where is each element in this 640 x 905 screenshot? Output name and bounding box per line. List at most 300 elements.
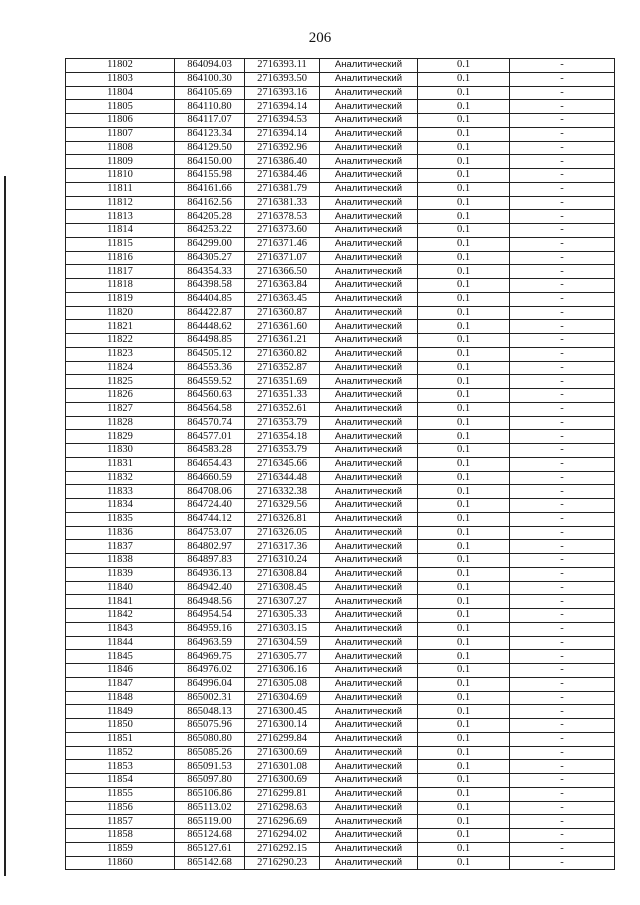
x-coordinate-cell: 864422.87 xyxy=(175,306,245,320)
note-cell: - xyxy=(510,540,615,554)
note-cell: - xyxy=(510,265,615,279)
table-row xyxy=(66,224,615,238)
precision-cell: 0.1 xyxy=(418,196,510,210)
note-cell: - xyxy=(510,320,615,334)
precision-cell: 0.1 xyxy=(418,444,510,458)
precision-cell: 0.1 xyxy=(418,691,510,705)
table-row xyxy=(66,347,615,361)
method-cell: Аналитический xyxy=(320,526,418,540)
table-row xyxy=(66,86,615,100)
point-number-cell: 11859 xyxy=(66,842,175,856)
point-number-cell: 11850 xyxy=(66,719,175,733)
table-row xyxy=(66,595,615,609)
method-cell: Аналитический xyxy=(320,320,418,334)
method-cell: Аналитический xyxy=(320,609,418,623)
table-row xyxy=(66,622,615,636)
x-coordinate-cell: 864959.16 xyxy=(175,622,245,636)
table-row xyxy=(66,540,615,554)
note-cell: - xyxy=(510,732,615,746)
note-cell: - xyxy=(510,72,615,86)
method-cell: Аналитический xyxy=(320,732,418,746)
note-cell: - xyxy=(510,430,615,444)
y-coordinate-cell: 2716300.14 xyxy=(245,719,320,733)
y-coordinate-cell: 2716326.05 xyxy=(245,526,320,540)
table-row xyxy=(66,526,615,540)
precision-cell: 0.1 xyxy=(418,540,510,554)
y-coordinate-cell: 2716394.53 xyxy=(245,114,320,128)
x-coordinate-cell: 865119.00 xyxy=(175,815,245,829)
y-coordinate-cell: 2716361.60 xyxy=(245,320,320,334)
point-number-cell: 11821 xyxy=(66,320,175,334)
table-row xyxy=(66,292,615,306)
note-cell: - xyxy=(510,485,615,499)
note-cell: - xyxy=(510,774,615,788)
y-coordinate-cell: 2716373.60 xyxy=(245,224,320,238)
method-cell: Аналитический xyxy=(320,581,418,595)
note-cell: - xyxy=(510,155,615,169)
point-number-cell: 11819 xyxy=(66,292,175,306)
note-cell: - xyxy=(510,664,615,678)
method-cell: Аналитический xyxy=(320,856,418,870)
point-number-cell: 11832 xyxy=(66,471,175,485)
y-coordinate-cell: 2716307.27 xyxy=(245,595,320,609)
x-coordinate-cell: 865113.02 xyxy=(175,801,245,815)
note-cell: - xyxy=(510,210,615,224)
y-coordinate-cell: 2716290.23 xyxy=(245,856,320,870)
x-coordinate-cell: 865075.96 xyxy=(175,719,245,733)
x-coordinate-cell: 864583.28 xyxy=(175,444,245,458)
y-coordinate-cell: 2716308.84 xyxy=(245,567,320,581)
method-cell: Аналитический xyxy=(320,169,418,183)
note-cell: - xyxy=(510,114,615,128)
point-number-cell: 11837 xyxy=(66,540,175,554)
x-coordinate-cell: 864897.83 xyxy=(175,554,245,568)
point-number-cell: 11849 xyxy=(66,705,175,719)
x-coordinate-cell: 864553.36 xyxy=(175,361,245,375)
point-number-cell: 11805 xyxy=(66,100,175,114)
table-row xyxy=(66,787,615,801)
y-coordinate-cell: 2716305.33 xyxy=(245,609,320,623)
point-number-cell: 11841 xyxy=(66,595,175,609)
y-coordinate-cell: 2716378.53 xyxy=(245,210,320,224)
point-number-cell: 11827 xyxy=(66,402,175,416)
note-cell: - xyxy=(510,499,615,513)
table-row xyxy=(66,361,615,375)
table-row xyxy=(66,251,615,265)
note-cell: - xyxy=(510,554,615,568)
table-row xyxy=(66,719,615,733)
precision-cell: 0.1 xyxy=(418,430,510,444)
point-number-cell: 11842 xyxy=(66,609,175,623)
table-row xyxy=(66,664,615,678)
precision-cell: 0.1 xyxy=(418,622,510,636)
method-cell: Аналитический xyxy=(320,471,418,485)
method-cell: Аналитический xyxy=(320,691,418,705)
table-row xyxy=(66,554,615,568)
table-row xyxy=(66,691,615,705)
note-cell: - xyxy=(510,347,615,361)
x-coordinate-cell: 865127.61 xyxy=(175,842,245,856)
point-number-cell: 11823 xyxy=(66,347,175,361)
precision-cell: 0.1 xyxy=(418,86,510,100)
x-coordinate-cell: 864155.98 xyxy=(175,169,245,183)
table-row xyxy=(66,265,615,279)
precision-cell: 0.1 xyxy=(418,292,510,306)
note-cell: - xyxy=(510,719,615,733)
method-cell: Аналитический xyxy=(320,842,418,856)
y-coordinate-cell: 2716394.14 xyxy=(245,127,320,141)
note-cell: - xyxy=(510,306,615,320)
table-row xyxy=(66,801,615,815)
table-row xyxy=(66,389,615,403)
table-row xyxy=(66,567,615,581)
y-coordinate-cell: 2716351.33 xyxy=(245,389,320,403)
y-coordinate-cell: 2716296.69 xyxy=(245,815,320,829)
note-cell: - xyxy=(510,650,615,664)
note-cell: - xyxy=(510,471,615,485)
point-number-cell: 11803 xyxy=(66,72,175,86)
method-cell: Аналитический xyxy=(320,265,418,279)
table-row xyxy=(66,774,615,788)
y-coordinate-cell: 2716317.36 xyxy=(245,540,320,554)
point-number-cell: 11814 xyxy=(66,224,175,238)
note-cell: - xyxy=(510,567,615,581)
precision-cell: 0.1 xyxy=(418,237,510,251)
table-row xyxy=(66,416,615,430)
method-cell: Аналитический xyxy=(320,306,418,320)
method-cell: Аналитический xyxy=(320,402,418,416)
note-cell: - xyxy=(510,182,615,196)
note-cell: - xyxy=(510,677,615,691)
point-number-cell: 11804 xyxy=(66,86,175,100)
note-cell: - xyxy=(510,224,615,238)
y-coordinate-cell: 2716353.79 xyxy=(245,444,320,458)
x-coordinate-cell: 864936.13 xyxy=(175,567,245,581)
point-number-cell: 11822 xyxy=(66,334,175,348)
x-coordinate-cell: 865124.68 xyxy=(175,829,245,843)
note-cell: - xyxy=(510,127,615,141)
note-cell: - xyxy=(510,705,615,719)
precision-cell: 0.1 xyxy=(418,251,510,265)
x-coordinate-cell: 864161.66 xyxy=(175,182,245,196)
x-coordinate-cell: 864354.33 xyxy=(175,265,245,279)
y-coordinate-cell: 2716393.16 xyxy=(245,86,320,100)
method-cell: Аналитический xyxy=(320,127,418,141)
x-coordinate-cell: 864448.62 xyxy=(175,320,245,334)
point-number-cell: 11817 xyxy=(66,265,175,279)
note-cell: - xyxy=(510,581,615,595)
table-row xyxy=(66,100,615,114)
point-number-cell: 11811 xyxy=(66,182,175,196)
note-cell: - xyxy=(510,512,615,526)
method-cell: Аналитический xyxy=(320,705,418,719)
table-row xyxy=(66,760,615,774)
precision-cell: 0.1 xyxy=(418,677,510,691)
table-row xyxy=(66,320,615,334)
precision-cell: 0.1 xyxy=(418,389,510,403)
margin-bar xyxy=(4,176,6,876)
precision-cell: 0.1 xyxy=(418,829,510,843)
note-cell: - xyxy=(510,746,615,760)
y-coordinate-cell: 2716326.81 xyxy=(245,512,320,526)
x-coordinate-cell: 865091.53 xyxy=(175,760,245,774)
point-number-cell: 11825 xyxy=(66,375,175,389)
precision-cell: 0.1 xyxy=(418,650,510,664)
point-number-cell: 11833 xyxy=(66,485,175,499)
precision-cell: 0.1 xyxy=(418,320,510,334)
y-coordinate-cell: 2716305.08 xyxy=(245,677,320,691)
precision-cell: 0.1 xyxy=(418,224,510,238)
method-cell: Аналитический xyxy=(320,499,418,513)
point-number-cell: 11816 xyxy=(66,251,175,265)
x-coordinate-cell: 864105.69 xyxy=(175,86,245,100)
precision-cell: 0.1 xyxy=(418,100,510,114)
y-coordinate-cell: 2716332.38 xyxy=(245,485,320,499)
note-cell: - xyxy=(510,787,615,801)
note-cell: - xyxy=(510,86,615,100)
precision-cell: 0.1 xyxy=(418,72,510,86)
precision-cell: 0.1 xyxy=(418,347,510,361)
note-cell: - xyxy=(510,801,615,815)
x-coordinate-cell: 864976.02 xyxy=(175,664,245,678)
x-coordinate-cell: 865080.80 xyxy=(175,732,245,746)
y-coordinate-cell: 2716299.84 xyxy=(245,732,320,746)
method-cell: Аналитический xyxy=(320,787,418,801)
table-row xyxy=(66,815,615,829)
precision-cell: 0.1 xyxy=(418,636,510,650)
precision-cell: 0.1 xyxy=(418,279,510,293)
y-coordinate-cell: 2716304.69 xyxy=(245,691,320,705)
x-coordinate-cell: 864577.01 xyxy=(175,430,245,444)
y-coordinate-cell: 2716394.14 xyxy=(245,100,320,114)
precision-cell: 0.1 xyxy=(418,471,510,485)
x-coordinate-cell: 864498.85 xyxy=(175,334,245,348)
point-number-cell: 11844 xyxy=(66,636,175,650)
point-number-cell: 11831 xyxy=(66,457,175,471)
y-coordinate-cell: 2716306.16 xyxy=(245,664,320,678)
point-number-cell: 11807 xyxy=(66,127,175,141)
point-number-cell: 11855 xyxy=(66,787,175,801)
point-number-cell: 11838 xyxy=(66,554,175,568)
y-coordinate-cell: 2716301.08 xyxy=(245,760,320,774)
y-coordinate-cell: 2716354.18 xyxy=(245,430,320,444)
table-row xyxy=(66,471,615,485)
method-cell: Аналитический xyxy=(320,279,418,293)
method-cell: Аналитический xyxy=(320,155,418,169)
table-row xyxy=(66,430,615,444)
precision-cell: 0.1 xyxy=(418,746,510,760)
note-cell: - xyxy=(510,815,615,829)
x-coordinate-cell: 864942.40 xyxy=(175,581,245,595)
method-cell: Аналитический xyxy=(320,512,418,526)
precision-cell: 0.1 xyxy=(418,182,510,196)
note-cell: - xyxy=(510,279,615,293)
table-row xyxy=(66,210,615,224)
precision-cell: 0.1 xyxy=(418,375,510,389)
method-cell: Аналитический xyxy=(320,141,418,155)
point-number-cell: 11852 xyxy=(66,746,175,760)
note-cell: - xyxy=(510,389,615,403)
note-cell: - xyxy=(510,375,615,389)
note-cell: - xyxy=(510,622,615,636)
precision-cell: 0.1 xyxy=(418,416,510,430)
point-number-cell: 11846 xyxy=(66,664,175,678)
method-cell: Аналитический xyxy=(320,389,418,403)
table-row xyxy=(66,375,615,389)
method-cell: Аналитический xyxy=(320,334,418,348)
method-cell: Аналитический xyxy=(320,595,418,609)
table-row xyxy=(66,279,615,293)
point-number-cell: 11809 xyxy=(66,155,175,169)
table-row xyxy=(66,127,615,141)
note-cell: - xyxy=(510,595,615,609)
table-row xyxy=(66,485,615,499)
precision-cell: 0.1 xyxy=(418,155,510,169)
table-row xyxy=(66,196,615,210)
method-cell: Аналитический xyxy=(320,237,418,251)
y-coordinate-cell: 2716393.50 xyxy=(245,72,320,86)
precision-cell: 0.1 xyxy=(418,457,510,471)
x-coordinate-cell: 864654.43 xyxy=(175,457,245,471)
table-row xyxy=(66,402,615,416)
y-coordinate-cell: 2716305.77 xyxy=(245,650,320,664)
precision-cell: 0.1 xyxy=(418,499,510,513)
y-coordinate-cell: 2716300.69 xyxy=(245,774,320,788)
method-cell: Аналитический xyxy=(320,677,418,691)
table-row xyxy=(66,499,615,513)
x-coordinate-cell: 864948.56 xyxy=(175,595,245,609)
method-cell: Аналитический xyxy=(320,485,418,499)
point-number-cell: 11847 xyxy=(66,677,175,691)
method-cell: Аналитический xyxy=(320,72,418,86)
x-coordinate-cell: 864129.50 xyxy=(175,141,245,155)
x-coordinate-cell: 864564.58 xyxy=(175,402,245,416)
x-coordinate-cell: 864123.34 xyxy=(175,127,245,141)
method-cell: Аналитический xyxy=(320,774,418,788)
y-coordinate-cell: 2716381.79 xyxy=(245,182,320,196)
x-coordinate-cell: 864305.27 xyxy=(175,251,245,265)
note-cell: - xyxy=(510,237,615,251)
table-row xyxy=(66,59,615,73)
y-coordinate-cell: 2716360.82 xyxy=(245,347,320,361)
note-cell: - xyxy=(510,760,615,774)
x-coordinate-cell: 864117.07 xyxy=(175,114,245,128)
y-coordinate-cell: 2716304.59 xyxy=(245,636,320,650)
precision-cell: 0.1 xyxy=(418,512,510,526)
method-cell: Аналитический xyxy=(320,801,418,815)
y-coordinate-cell: 2716371.46 xyxy=(245,237,320,251)
table-row xyxy=(66,141,615,155)
table-row xyxy=(66,609,615,623)
method-cell: Аналитический xyxy=(320,815,418,829)
precision-cell: 0.1 xyxy=(418,141,510,155)
precision-cell: 0.1 xyxy=(418,485,510,499)
note-cell: - xyxy=(510,457,615,471)
precision-cell: 0.1 xyxy=(418,760,510,774)
x-coordinate-cell: 864404.85 xyxy=(175,292,245,306)
method-cell: Аналитический xyxy=(320,760,418,774)
method-cell: Аналитический xyxy=(320,182,418,196)
x-coordinate-cell: 865085.26 xyxy=(175,746,245,760)
method-cell: Аналитический xyxy=(320,636,418,650)
note-cell: - xyxy=(510,334,615,348)
x-coordinate-cell: 865097.80 xyxy=(175,774,245,788)
x-coordinate-cell: 865002.31 xyxy=(175,691,245,705)
point-number-cell: 11824 xyxy=(66,361,175,375)
method-cell: Аналитический xyxy=(320,86,418,100)
method-cell: Аналитический xyxy=(320,59,418,73)
method-cell: Аналитический xyxy=(320,196,418,210)
x-coordinate-cell: 864299.00 xyxy=(175,237,245,251)
x-coordinate-cell: 864708.06 xyxy=(175,485,245,499)
y-coordinate-cell: 2716300.45 xyxy=(245,705,320,719)
x-coordinate-cell: 864094.03 xyxy=(175,59,245,73)
point-number-cell: 11858 xyxy=(66,829,175,843)
method-cell: Аналитический xyxy=(320,567,418,581)
point-number-cell: 11854 xyxy=(66,774,175,788)
x-coordinate-cell: 864150.00 xyxy=(175,155,245,169)
precision-cell: 0.1 xyxy=(418,815,510,829)
table-row xyxy=(66,512,615,526)
precision-cell: 0.1 xyxy=(418,705,510,719)
method-cell: Аналитический xyxy=(320,114,418,128)
table-row xyxy=(66,650,615,664)
note-cell: - xyxy=(510,100,615,114)
y-coordinate-cell: 2716392.96 xyxy=(245,141,320,155)
y-coordinate-cell: 2716345.66 xyxy=(245,457,320,471)
precision-cell: 0.1 xyxy=(418,554,510,568)
x-coordinate-cell: 864660.59 xyxy=(175,471,245,485)
note-cell: - xyxy=(510,251,615,265)
precision-cell: 0.1 xyxy=(418,402,510,416)
precision-cell: 0.1 xyxy=(418,842,510,856)
table-row xyxy=(66,457,615,471)
x-coordinate-cell: 864205.28 xyxy=(175,210,245,224)
note-cell: - xyxy=(510,691,615,705)
point-number-cell: 11845 xyxy=(66,650,175,664)
note-cell: - xyxy=(510,609,615,623)
y-coordinate-cell: 2716292.15 xyxy=(245,842,320,856)
x-coordinate-cell: 865106.86 xyxy=(175,787,245,801)
y-coordinate-cell: 2716299.81 xyxy=(245,787,320,801)
precision-cell: 0.1 xyxy=(418,719,510,733)
method-cell: Аналитический xyxy=(320,375,418,389)
point-number-cell: 11812 xyxy=(66,196,175,210)
coordinates-table-body xyxy=(66,59,615,870)
point-number-cell: 11818 xyxy=(66,279,175,293)
note-cell: - xyxy=(510,196,615,210)
precision-cell: 0.1 xyxy=(418,265,510,279)
y-coordinate-cell: 2716360.87 xyxy=(245,306,320,320)
point-number-cell: 11820 xyxy=(66,306,175,320)
coordinates-table xyxy=(65,58,615,870)
note-cell: - xyxy=(510,292,615,306)
y-coordinate-cell: 2716384.46 xyxy=(245,169,320,183)
note-cell: - xyxy=(510,829,615,843)
point-number-cell: 11806 xyxy=(66,114,175,128)
point-number-cell: 11813 xyxy=(66,210,175,224)
x-coordinate-cell: 864954.54 xyxy=(175,609,245,623)
y-coordinate-cell: 2716329.56 xyxy=(245,499,320,513)
method-cell: Аналитический xyxy=(320,664,418,678)
precision-cell: 0.1 xyxy=(418,210,510,224)
table-row xyxy=(66,114,615,128)
precision-cell: 0.1 xyxy=(418,306,510,320)
note-cell: - xyxy=(510,59,615,73)
x-coordinate-cell: 864753.07 xyxy=(175,526,245,540)
x-coordinate-cell: 864253.22 xyxy=(175,224,245,238)
precision-cell: 0.1 xyxy=(418,774,510,788)
